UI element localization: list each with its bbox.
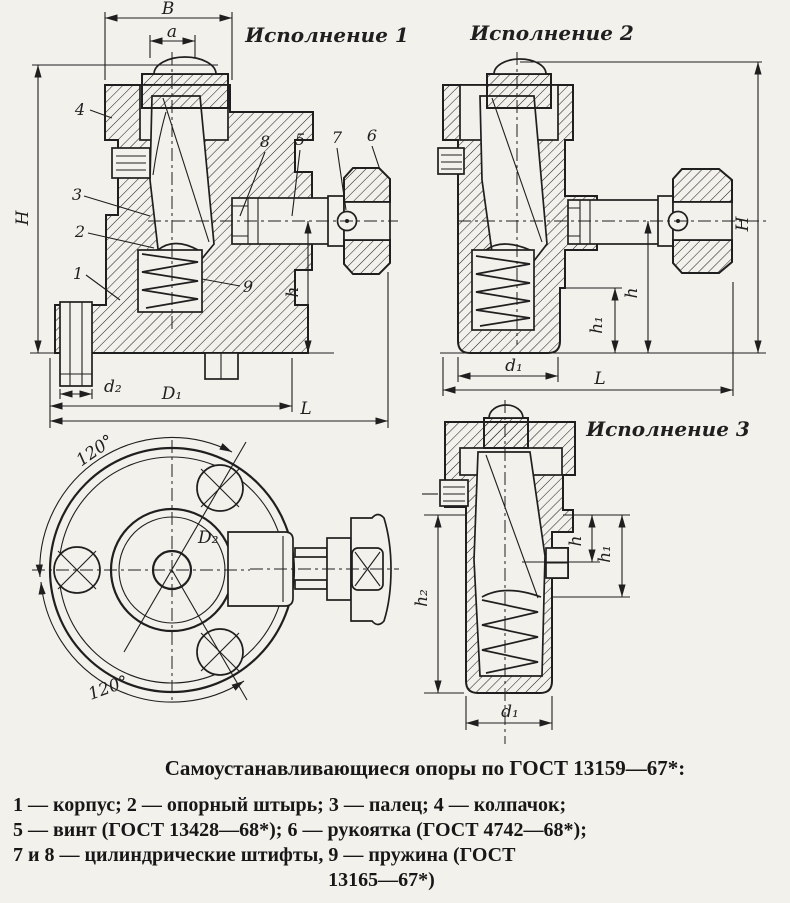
bottom-view [32, 431, 399, 705]
dim-H-view1: H [13, 210, 33, 226]
part-8: 8 [259, 132, 271, 151]
dim-angle-top: 120° [72, 430, 118, 471]
dim-h-view1: h [283, 286, 303, 298]
dim-H-view2: H [733, 216, 753, 232]
view2-title: Исполнение 2 [470, 21, 634, 45]
part-2: 2 [74, 222, 86, 241]
bottom-bolt [60, 302, 92, 386]
spring-pocket [138, 250, 202, 312]
part-3: 3 [71, 185, 83, 204]
support-pin-cavity [474, 452, 545, 676]
handle-upper [673, 169, 732, 202]
support-pin-cavity [480, 96, 547, 266]
rod-upper [295, 548, 327, 557]
cap [487, 74, 551, 108]
pin-hole-bottom [197, 629, 243, 675]
view1-title: Исполнение 1 [245, 23, 409, 47]
caption-line-2: 5 — винт (ГОСТ 13428—68*); 6 — рукоятка (ГОСТ 4742—68*); [13, 819, 587, 841]
part-5: 5 [294, 130, 306, 149]
dim-d1-view3: d₁ [501, 702, 519, 722]
handle-upper [344, 168, 390, 202]
dim-B: B [161, 0, 175, 19]
cap-dome [494, 59, 546, 74]
part-1: 1 [72, 264, 84, 283]
dim-d1-view2: d₁ [505, 356, 523, 376]
view-execution-3 [412, 400, 750, 744]
cap [484, 418, 528, 448]
part-4: 4 [74, 100, 86, 119]
handle-lower [344, 240, 390, 274]
pin-hole-top [197, 465, 243, 511]
dim-D1: D₁ [161, 384, 183, 404]
dim-h2-view3: h₂ [412, 589, 432, 607]
side-screw [438, 148, 464, 174]
figure-caption [0, 756, 790, 893]
caption-line-3: 7 и 8 — цилиндрические штифты, 9 — пружина (ГОСТ [13, 844, 516, 866]
part-6: 6 [366, 126, 378, 145]
caption-line-4: 13165—67*) [328, 869, 435, 891]
caption-line-1: 1 — корпус; 2 — опорный штырь; 3 — палец; 4 — колпачок; [13, 794, 567, 816]
cap [142, 74, 228, 108]
view-execution-1 [13, 0, 409, 428]
side-screw [440, 480, 468, 506]
part-9: 9 [242, 277, 254, 296]
dim-angle-bottom: 120° [85, 671, 131, 705]
part-7: 7 [331, 128, 343, 147]
view-execution-2 [438, 21, 766, 396]
dim-L-view1: L [300, 399, 312, 419]
view3-title: Исполнение 3 [586, 417, 750, 441]
dim-h1-view3: h₁ [595, 545, 615, 563]
dim-D2: D₂ [198, 528, 219, 548]
dim-h1-view2: h₁ [587, 316, 607, 334]
caption-title: Самоустанавливающиеся опоры по ГОСТ 13159—67*: [164, 756, 686, 780]
dim-h-view2: h [622, 287, 642, 299]
rod-lower [295, 580, 327, 589]
cap-dome [489, 405, 523, 418]
dim-h-view3: h [566, 535, 586, 547]
dim-d2: d₂ [104, 377, 122, 397]
dim-L-view2: L [594, 369, 606, 389]
handle-lower [673, 240, 732, 273]
dim-a: a [166, 22, 178, 42]
